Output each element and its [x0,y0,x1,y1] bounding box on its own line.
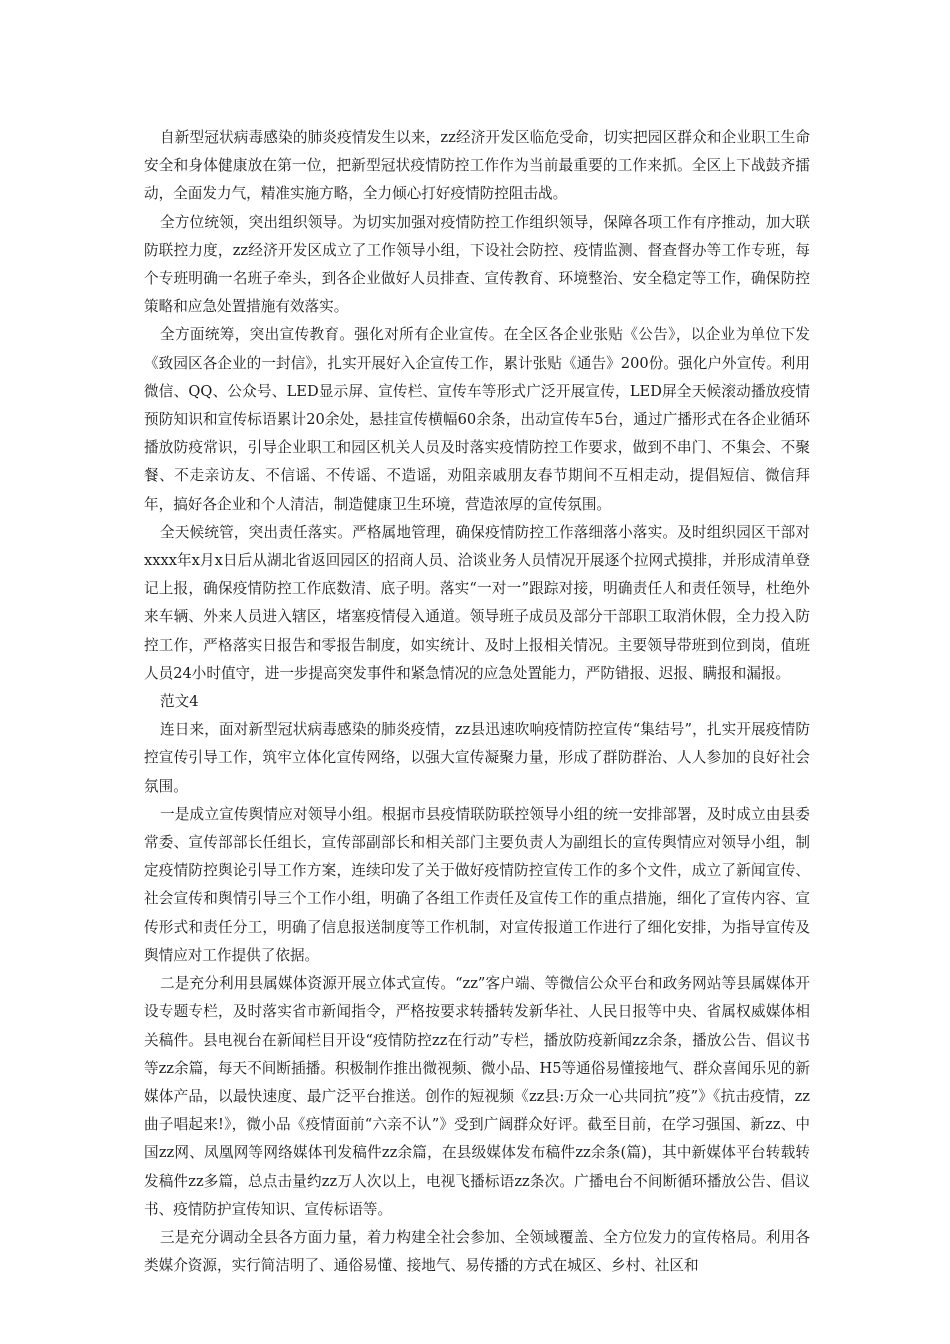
paragraph-point-two: 二是充分利用县属媒体资源开展立体式宣传。“zz”客户端、等微信公众平台和政务网站等县属媒体开设专题专栏，及时落实省市新闻指令，严格按要求转播转发新华社、人民日报等中央、省属权威媒体相关稿件。县电视台在新闻栏目开设“疫情防控zz在行动”专栏，播放防疫新闻zz余条，播放公告、倡议书等zz余篇，每天不间断插播。积极制作推出微视频、微小品、H5等通俗易懂接地气、群众喜闻乐见的新媒体产品，以最快速度、最广泛平台推送。创作的短视频《zz县:万众一心共同抗”疫”》《抗击疫情，zz曲子唱起来!》，微小品《疫情面前“六亲不认”》受到广阔群众好评。截至目前，在学习强国、新zz、中国zz网、凤凰网等网络媒体刊发稿件zz余篇，在县级媒体发布稿件zz余条(篇)，其中新媒体平台转载转发稿件zz多篇，总点击量约zz万人次以上，电视飞播标语zz条次。广播电台不间断循环播放公告、倡议书、疫情防护宣传知识、宣传标语等。 [144,975,810,1218]
document-page [144,124,810,1280]
paragraph-organization: 全方位统领，突出组织领导。为切实加强对疫情防控工作组织领导，保障各项工作有序推动，加大联防联控力度，zz经济开发区成立了工作领导小组，下设社会防控、疫情监测、督查督办等工作专班，每个专班明确一名班子牵头，到各企业做好人员排查、宣传教育、环境整治、安全稳定等工作，确保防控策略和应急处置措施有效落实。 [144,213,810,316]
paragraph-intro: 自新型冠状病毒感染的肺炎疫情发生以来，zz经济开发区临危受命，切实把园区群众和企业职工生命安全和身体健康放在第一位，把新型冠状疫情防控工作作为当前最重要的工作来抓。全区上下战鼓齐擂动，全面发力气，精准实施方略，全力倾心打好疫情防控阻击战。 [144,129,810,203]
paragraph-point-three: 三是充分调动全县各方面力量，着力构建全社会参加、全领域覆盖、全方位发力的宣传格局。利用各类媒介资源，实行简洁明了、通俗易懂、接地气、易传播的方式在城区、乡村、社区和 [144,1228,810,1275]
section-title: 范文4 [160,693,199,711]
paragraph-overview: 连日来，面对新型冠状病毒感染的肺炎疫情，zz县迅速吹响疫情防控宣传“集结号”，扎实开展疫情防控宣传引导工作，筑牢立体化宣传网络，以强大宣传凝聚力量，形成了群防群治、人人参加的良好社会氛围。 [144,721,810,795]
paragraph-responsibility: 全天候统管，突出责任落实。严格属地管理，确保疫情防控工作落细落小落实。及时组织园区干部对xxxx年x月x日后从湖北省返回园区的招商人员、洽谈业务人员情况开展逐个拉网式摸排，并形成清单登记上报，确保疫情防控工作底数清、底子明。落实“一对一”跟踪对接，明确责任人和责任领导，杜绝外来车辆、外来人员进入辖区，堵塞疫情侵入通道。领导班子成员及部分干部职工取消休假，全力投入防控工作，严格落实日报告和零报告制度，如实统计、及时上报相关情况。主要领导带班到位到岗，值班人员24小时值守，进一步提高突发事件和紧急情况的应急处置能力，严防错报、迟报、瞒报和漏报。 [144,523,810,682]
paragraph-publicity: 全方面统筹，突出宣传教育。强化对所有企业宣传。在全区各企业张贴《公告》，以企业为单位下发《致园区各企业的一封信》，扎实开展好入企宣传工作，累计张贴《通告》200份。强化户外宣传。利用微信、QQ、公众号、LED显示屏、宣传栏、宣传车等形式广泛开展宣传，LED屏全天候滚动播放疫情预防知识和宣传标语累计20余处，悬挂宣传横幅60余条，出动宣传车5台，通过广播形式在各企业循环播放防疫常识，引导企业职工和园区机关人员及时落实疫情防控工作要求，做到不串门、不集会、不聚餐、不走亲访友、不信谣、不传谣、不造谣，劝阻亲戚朋友春节期间不互相走动，提倡短信、微信拜年，搞好各企业和个人清洁，制造健康卫生环境，营造浓厚的宣传氛围。 [144,326,810,513]
paragraph-point-one: 一是成立宣传舆情应对领导小组。根据市县疫情联防联控领导小组的统一安排部署，及时成立由县委常委、宣传部部长任组长，宣传部副部长和相关部门主要负责人为副组长的宣传舆情应对领导小组，制定疫情防控舆论引导工作方案，连续印发了关于做好疫情防控宣传工作的多个文件，成立了新闻宣传、社会宣传和舆情引导三个工作小组，明确了各组工作责任及宣传工作的重点措施，细化了宣传内容、宣传形式和责任分工，明确了信息报送制度等工作机制，对宣传报道工作进行了细化安排，为指导宣传及舆情应对工作提供了依据。 [144,805,810,964]
